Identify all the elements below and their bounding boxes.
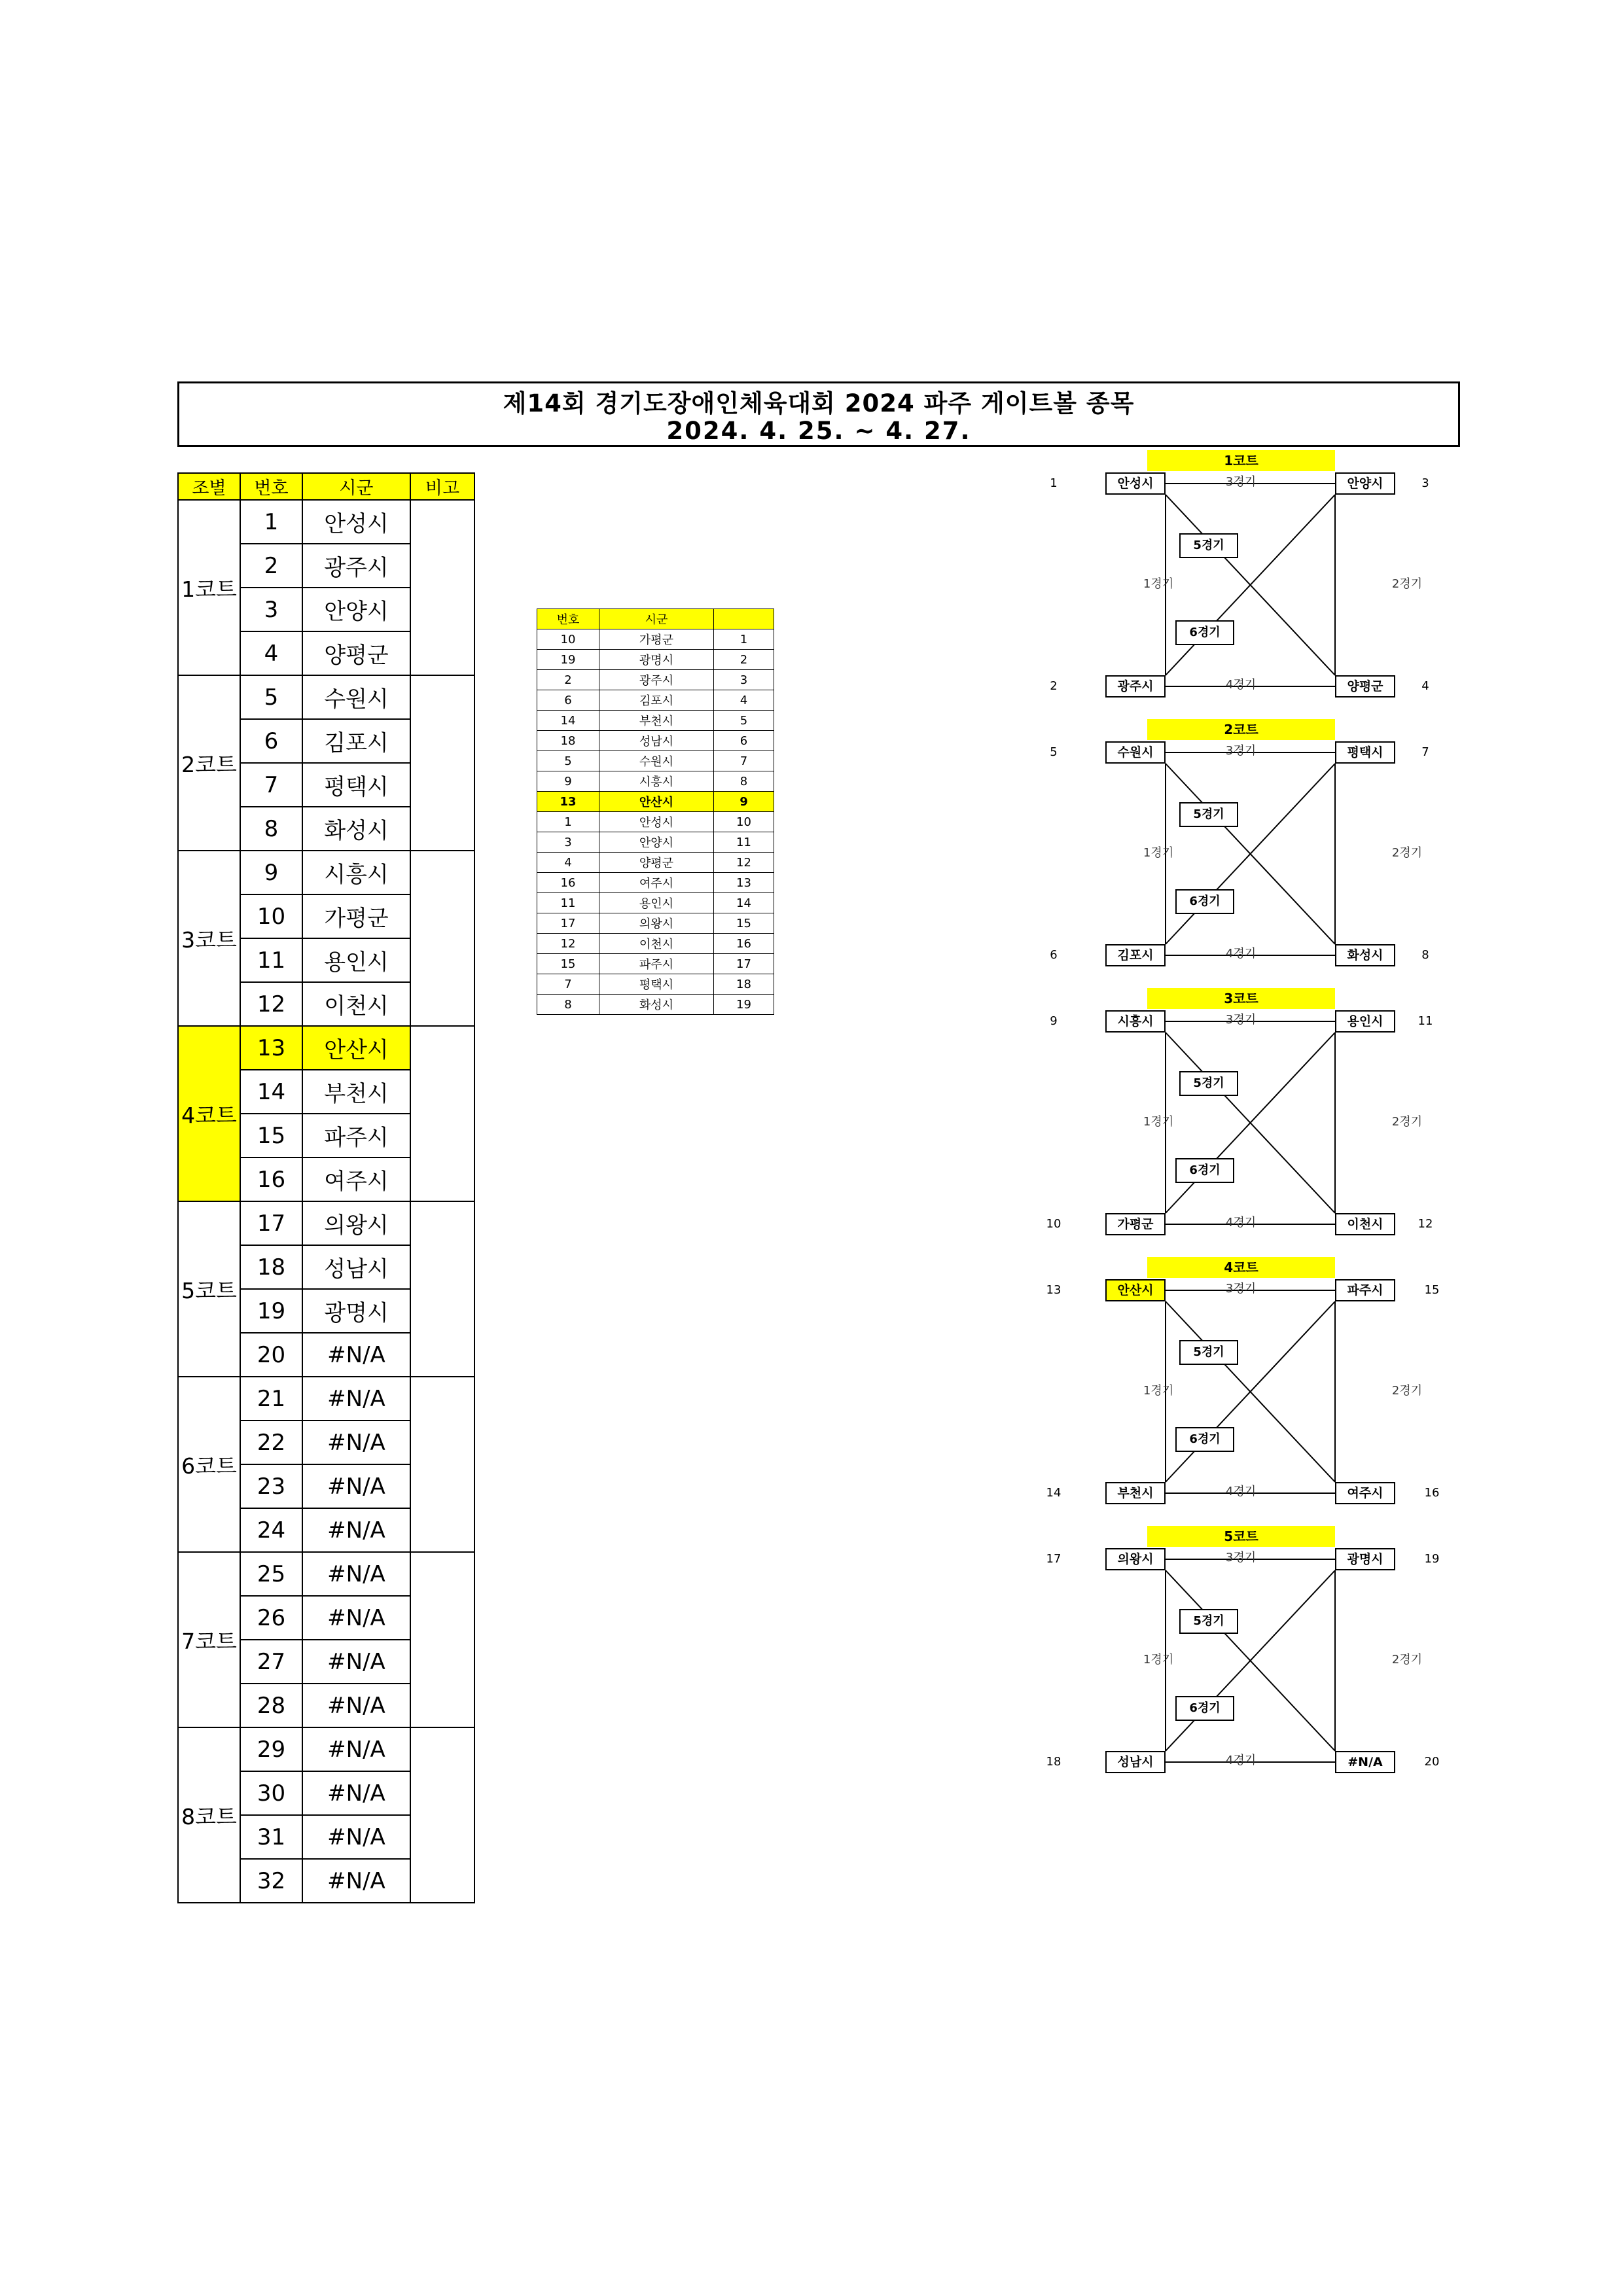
team-top-right: 평택시 [1335,741,1395,764]
seed-number: 6 [1050,948,1058,962]
team-number: 9 [240,851,302,894]
team-number: 6 [240,719,302,763]
team-number: 32 [240,1859,302,1903]
team-top-left: 안산시 [1105,1279,1166,1301]
table-row [178,1377,474,1421]
team-bottom-right: 화성시 [1335,944,1395,966]
mini-order-cell: 9 [714,792,774,812]
game-box-5: 5경기 [1179,1609,1238,1634]
team-number: 7 [240,763,302,807]
team-number: 2 [240,544,302,588]
team-city: 광주시 [302,544,410,588]
team-bottom-right: 여주시 [1335,1482,1395,1504]
mini-number-cell: 6 [537,690,599,711]
team-number: 16 [240,1157,302,1201]
mini-table-row [537,995,774,1015]
mini-city-cell: 평택시 [599,974,714,995]
seed-number: 5 [1050,745,1058,759]
mini-city-cell: 여주시 [599,873,714,893]
mini-table-row [537,812,774,832]
mini-number-cell: 1 [537,812,599,832]
game-label-bottom: 4경기 [1225,678,1257,692]
court-group-label: 3코트 [178,851,240,1026]
team-city: 평택시 [302,763,410,807]
court-group-label: 6코트 [178,1377,240,1552]
team-top-right: 용인시 [1335,1010,1395,1033]
seed-number: 7 [1421,745,1429,759]
team-city: 수원시 [302,675,410,719]
team-number: 1 [240,500,302,544]
team-city: 성남시 [302,1245,410,1289]
seed-number: 11 [1418,1014,1433,1028]
game-box-5: 5경기 [1179,533,1238,558]
mini-table-row [537,853,774,873]
team-city: 안성시 [302,500,410,544]
mini-order-cell: 3 [714,670,774,690]
game-box-6: 6경기 [1175,1427,1234,1452]
team-bottom-left: 부천시 [1105,1482,1166,1504]
mini-city-cell: 광주시 [599,670,714,690]
team-city: #N/A [302,1771,410,1815]
header-group: 조별 [178,473,240,500]
team-number: 30 [240,1771,302,1815]
team-number: 20 [240,1333,302,1377]
mini-number-cell: 4 [537,853,599,873]
team-bottom-left: 가평군 [1105,1213,1166,1235]
team-number: 25 [240,1552,302,1596]
team-city: 의왕시 [302,1201,410,1245]
court-label: 4코트 [1147,1257,1335,1278]
team-top-right: 안양시 [1335,472,1395,495]
team-city: 여주시 [302,1157,410,1201]
mini-number-cell: 11 [537,893,599,913]
team-number: 19 [240,1289,302,1333]
mini-city-cell: 안양시 [599,832,714,853]
mini-city-cell: 가평군 [599,629,714,650]
document-header [177,381,1460,447]
team-number: 24 [240,1508,302,1552]
mini-city-cell: 안성시 [599,812,714,832]
seed-number: 19 [1424,1552,1440,1566]
mini-header-city: 시군 [599,609,714,629]
table-row [178,851,474,894]
mini-order-cell: 12 [714,853,774,873]
table-row [178,500,474,544]
team-city: #N/A [302,1596,410,1640]
header-city: 시군 [302,473,410,500]
mini-order-cell: 8 [714,771,774,792]
seed-number: 3 [1421,476,1429,490]
game-label-left: 1경기 [1143,1384,1174,1398]
mini-number-cell: 15 [537,954,599,974]
seed-number: 14 [1046,1486,1061,1500]
table-row [178,675,474,719]
team-number: 8 [240,807,302,851]
header-note: 비고 [410,473,474,500]
mini-order-cell: 18 [714,974,774,995]
mini-number-cell: 10 [537,629,599,650]
court-label: 3코트 [1147,988,1335,1009]
team-number: 31 [240,1815,302,1859]
mini-table-row [537,711,774,731]
mini-table-row [537,974,774,995]
mini-table-row [537,893,774,913]
game-label-right: 2경기 [1391,1653,1423,1667]
team-city: 파주시 [302,1114,410,1157]
team-city: 화성시 [302,807,410,851]
game-label-left: 1경기 [1143,577,1174,591]
mini-table-row [537,751,774,771]
team-bottom-right: 양평군 [1335,675,1395,698]
mini-city-cell: 광명시 [599,650,714,670]
team-top-left: 수원시 [1105,741,1166,764]
game-label-left: 1경기 [1143,846,1174,860]
mini-table-row [537,792,774,812]
game-label-top: 3경기 [1225,1013,1257,1027]
mini-header-number: 번호 [537,609,599,629]
mini-header-order [714,609,774,629]
game-label-top: 3경기 [1225,1551,1257,1564]
court-group-label: 8코트 [178,1727,240,1903]
mini-number-cell: 13 [537,792,599,812]
team-city: #N/A [302,1377,410,1421]
mini-number-cell: 7 [537,974,599,995]
team-city: #N/A [302,1640,410,1684]
game-label-right: 2경기 [1391,1115,1423,1129]
game-label-top: 3경기 [1225,744,1257,758]
bracket-1 [1041,450,1459,692]
game-label-right: 2경기 [1391,846,1423,860]
game-box-6: 6경기 [1175,889,1234,914]
mini-order-cell: 1 [714,629,774,650]
game-box-5: 5경기 [1179,1340,1238,1365]
team-bottom-left: 광주시 [1105,675,1166,698]
mini-order-cell: 7 [714,751,774,771]
bracket-3 [1041,988,1459,1230]
note-cell [410,851,474,1026]
court-assignment-table [177,472,475,1903]
game-label-right: 2경기 [1391,577,1423,591]
seed-number: 13 [1046,1283,1061,1297]
mini-number-cell: 5 [537,751,599,771]
mini-number-cell: 2 [537,670,599,690]
team-city: 광명시 [302,1289,410,1333]
mini-order-cell: 11 [714,832,774,853]
team-number: 4 [240,631,302,675]
team-number: 5 [240,675,302,719]
team-city: #N/A [302,1464,410,1508]
mini-order-cell: 2 [714,650,774,670]
mini-table-row [537,873,774,893]
seed-number: 20 [1424,1755,1440,1769]
note-cell [410,1026,474,1201]
team-number: 14 [240,1070,302,1114]
mini-city-cell: 의왕시 [599,913,714,934]
team-number: 27 [240,1640,302,1684]
court-group-label: 1코트 [178,500,240,675]
mini-table-row [537,954,774,974]
team-city: 안양시 [302,588,410,631]
mini-order-cell: 5 [714,711,774,731]
team-city: #N/A [302,1859,410,1903]
bracket-2 [1041,719,1459,961]
game-box-6: 6경기 [1175,1696,1234,1721]
seed-number: 15 [1424,1283,1440,1297]
mini-table-row [537,731,774,751]
team-number: 29 [240,1727,302,1771]
mini-city-cell: 화성시 [599,995,714,1015]
game-label-top: 3경기 [1225,475,1257,489]
team-number: 22 [240,1421,302,1464]
team-city: 김포시 [302,719,410,763]
mini-city-cell: 파주시 [599,954,714,974]
game-label-left: 1경기 [1143,1115,1174,1129]
note-cell [410,675,474,851]
court-label: 2코트 [1147,719,1335,740]
mini-order-cell: 15 [714,913,774,934]
mini-order-cell: 16 [714,934,774,954]
mini-city-cell: 용인시 [599,893,714,913]
team-city: 가평군 [302,894,410,938]
mini-number-cell: 17 [537,913,599,934]
seed-number: 4 [1421,679,1429,693]
team-number: 13 [240,1026,302,1070]
team-number: 11 [240,938,302,982]
bracket-5 [1041,1526,1459,1768]
document-dates: 2024. 4. 25. ~ 4. 27. [666,417,971,445]
mini-city-cell: 양평군 [599,853,714,873]
team-top-right: 파주시 [1335,1279,1395,1301]
mini-city-cell: 성남시 [599,731,714,751]
seed-number: 12 [1418,1217,1433,1231]
mini-table-row [537,913,774,934]
game-label-bottom: 4경기 [1225,947,1257,961]
mini-city-cell: 수원시 [599,751,714,771]
table-row [178,1727,474,1771]
team-number: 18 [240,1245,302,1289]
table-row [178,1552,474,1596]
table-row [178,1026,474,1070]
note-cell [410,1727,474,1903]
seed-number: 8 [1421,948,1429,962]
seed-number: 17 [1046,1552,1061,1566]
game-label-bottom: 4경기 [1225,1485,1257,1498]
team-number: 12 [240,982,302,1026]
seed-number: 18 [1046,1755,1061,1769]
court-label: 1코트 [1147,450,1335,471]
team-number: 23 [240,1464,302,1508]
game-box-6: 6경기 [1175,1158,1234,1183]
mini-table-row [537,690,774,711]
mini-order-cell: 6 [714,731,774,751]
team-number: 10 [240,894,302,938]
team-city: 용인시 [302,938,410,982]
mini-number-cell: 16 [537,873,599,893]
seed-number: 16 [1424,1486,1440,1500]
mini-number-cell: 19 [537,650,599,670]
team-city: 부천시 [302,1070,410,1114]
team-city: #N/A [302,1552,410,1596]
bracket-4 [1041,1257,1459,1499]
team-city: #N/A [302,1333,410,1377]
mini-number-cell: 14 [537,711,599,731]
game-label-left: 1경기 [1143,1653,1174,1667]
mini-table-row [537,670,774,690]
team-city: #N/A [302,1684,410,1727]
mini-city-cell: 안산시 [599,792,714,812]
mini-order-cell: 4 [714,690,774,711]
team-city: 이천시 [302,982,410,1026]
mini-number-cell: 18 [537,731,599,751]
mini-table-row [537,832,774,853]
mini-order-cell: 14 [714,893,774,913]
team-number: 17 [240,1201,302,1245]
mini-city-cell: 이천시 [599,934,714,954]
mini-order-cell: 19 [714,995,774,1015]
game-label-right: 2경기 [1391,1384,1423,1398]
team-city: #N/A [302,1727,410,1771]
draw-order-table [537,609,774,1015]
team-top-right: 광명시 [1335,1548,1395,1570]
mini-order-cell: 13 [714,873,774,893]
mini-city-cell: 부천시 [599,711,714,731]
team-number: 28 [240,1684,302,1727]
team-top-left: 시흥시 [1105,1010,1166,1033]
team-top-left: 안성시 [1105,472,1166,495]
note-cell [410,1552,474,1727]
table-header-row [178,473,474,500]
team-city: #N/A [302,1421,410,1464]
team-bottom-right: 이천시 [1335,1213,1395,1235]
mini-table-row [537,650,774,670]
seed-number: 9 [1050,1014,1058,1028]
note-cell [410,1201,474,1377]
mini-table-row [537,771,774,792]
court-group-label: 7코트 [178,1552,240,1727]
team-top-left: 의왕시 [1105,1548,1166,1570]
game-box-5: 5경기 [1179,1071,1238,1096]
game-label-bottom: 4경기 [1225,1754,1257,1767]
team-bottom-right: #N/A [1335,1751,1395,1773]
mini-order-cell: 10 [714,812,774,832]
game-box-5: 5경기 [1179,802,1238,827]
mini-city-cell: 시흥시 [599,771,714,792]
team-city: #N/A [302,1815,410,1859]
team-number: 3 [240,588,302,631]
mini-order-cell: 17 [714,954,774,974]
court-group-label: 2코트 [178,675,240,851]
seed-number: 1 [1050,476,1058,490]
table-row [178,1201,474,1245]
team-city: 양평군 [302,631,410,675]
court-group-label: 4코트 [178,1026,240,1201]
mini-table-row [537,629,774,650]
note-cell [410,1377,474,1552]
mini-number-cell: 3 [537,832,599,853]
header-number: 번호 [240,473,302,500]
team-bottom-left: 김포시 [1105,944,1166,966]
seed-number: 10 [1046,1217,1061,1231]
mini-table-row [537,934,774,954]
note-cell [410,500,474,675]
seed-number: 2 [1050,679,1058,693]
court-label: 5코트 [1147,1526,1335,1547]
mini-header-row [537,609,774,629]
team-bottom-left: 성남시 [1105,1751,1166,1773]
team-city: 시흥시 [302,851,410,894]
court-group-label: 5코트 [178,1201,240,1377]
game-label-bottom: 4경기 [1225,1216,1257,1229]
mini-number-cell: 9 [537,771,599,792]
team-number: 26 [240,1596,302,1640]
mini-city-cell: 김포시 [599,690,714,711]
mini-number-cell: 8 [537,995,599,1015]
game-box-6: 6경기 [1175,620,1234,645]
team-number: 21 [240,1377,302,1421]
team-number: 15 [240,1114,302,1157]
team-city: #N/A [302,1508,410,1552]
game-label-top: 3경기 [1225,1282,1257,1296]
mini-number-cell: 12 [537,934,599,954]
team-city: 안산시 [302,1026,410,1070]
document-title: 제14회 경기도장애인체육대회 2024 파주 게이트볼 종목 [503,389,1135,417]
